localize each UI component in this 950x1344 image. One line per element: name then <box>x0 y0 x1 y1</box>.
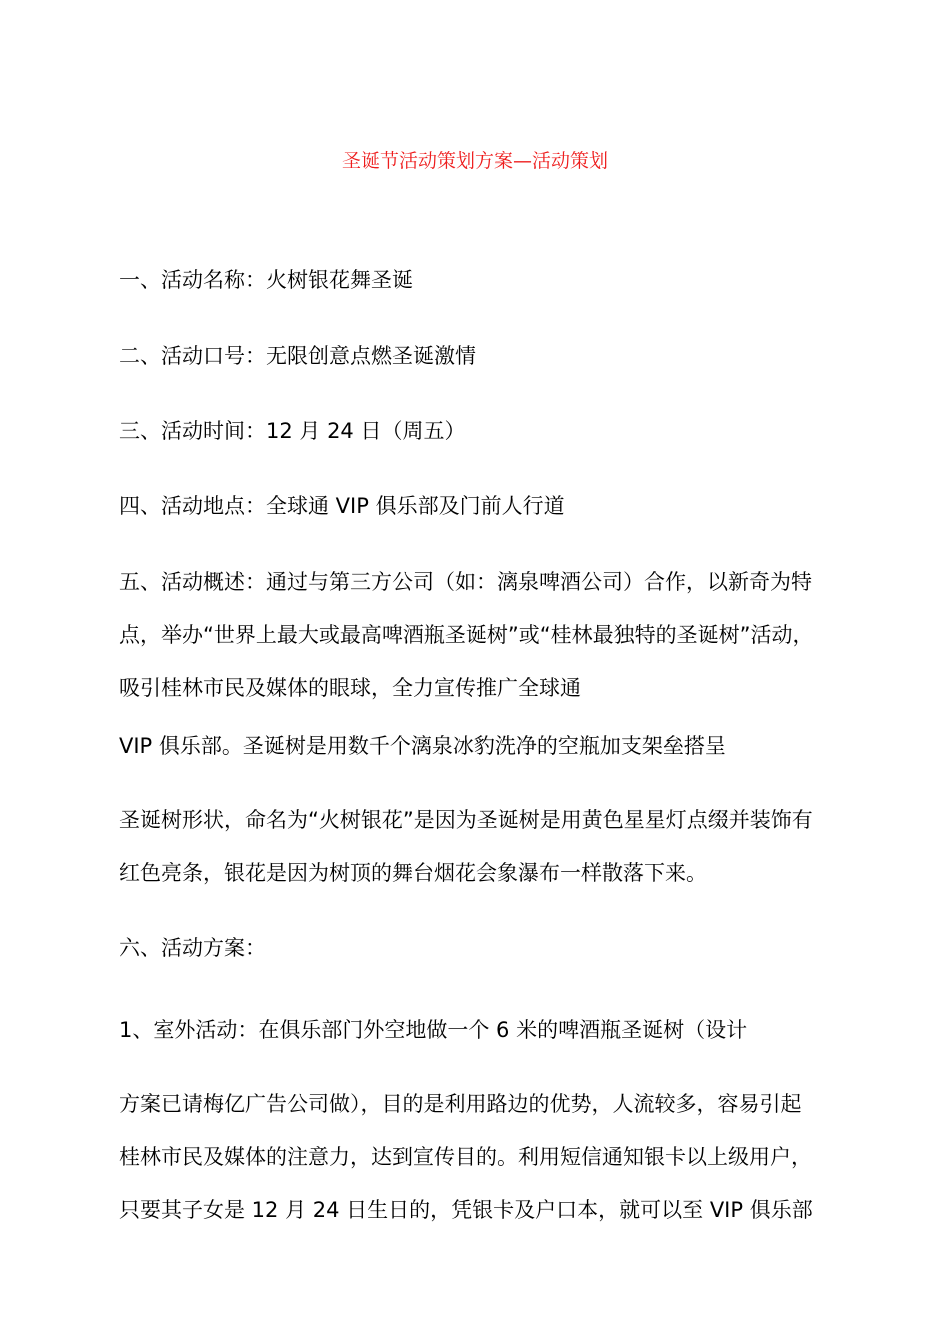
line-overview-1: 五、活动概述：通过与第三方公司（如：漓泉啤酒公司）合作，以新奇为特 <box>119 570 812 594</box>
line-plan-3: 桂林市民及媒体的注意力，达到宣传目的。利用短信通知银卡以上级用户， <box>119 1145 812 1169</box>
line-overview-6: 红色亮条，银花是因为树顶的舞台烟花会象瀑布一样散落下来。 <box>119 861 707 885</box>
document-title: 圣诞节活动策划方案—活动策划 <box>341 150 608 172</box>
line-activity-time: 三、活动时间：12 月 24 日（周五） <box>119 419 466 443</box>
line-activity-slogan: 二、活动口号：无限创意点燃圣诞激情 <box>119 344 476 368</box>
line-activity-location: 四、活动地点：全球通 VIP 俱乐部及门前人行道 <box>119 494 565 518</box>
line-activity-name: 一、活动名称：火树银花舞圣诞 <box>119 268 413 292</box>
line-overview-4: VIP 俱乐部。圣诞树是用数千个漓泉冰豹洗净的空瓶加支架垒搭呈 <box>119 734 726 758</box>
line-plan-1: 1、室外活动：在俱乐部门外空地做一个 6 米的啤酒瓶圣诞树（设计 <box>119 1018 748 1042</box>
line-plan-heading: 六、活动方案： <box>119 936 266 960</box>
line-plan-4: 只要其子女是 12 月 24 日生日的，凭银卡及户口本，就可以至 VIP 俱乐部 <box>119 1198 813 1222</box>
line-overview-5: 圣诞树形状，命名为“火树银花”是因为圣诞树是用黄色星星灯点缀并装饰有 <box>119 808 813 832</box>
line-plan-2: 方案已请梅亿广告公司做），目的是利用路边的优势，人流较多，容易引起 <box>119 1092 802 1116</box>
line-overview-3: 吸引桂林市民及媒体的眼球，全力宣传推广全球通 <box>119 676 581 700</box>
line-overview-2: 点，举办“世界上最大或最高啤酒瓶圣诞树”或“桂林最独特的圣诞树”活动， <box>119 623 814 647</box>
